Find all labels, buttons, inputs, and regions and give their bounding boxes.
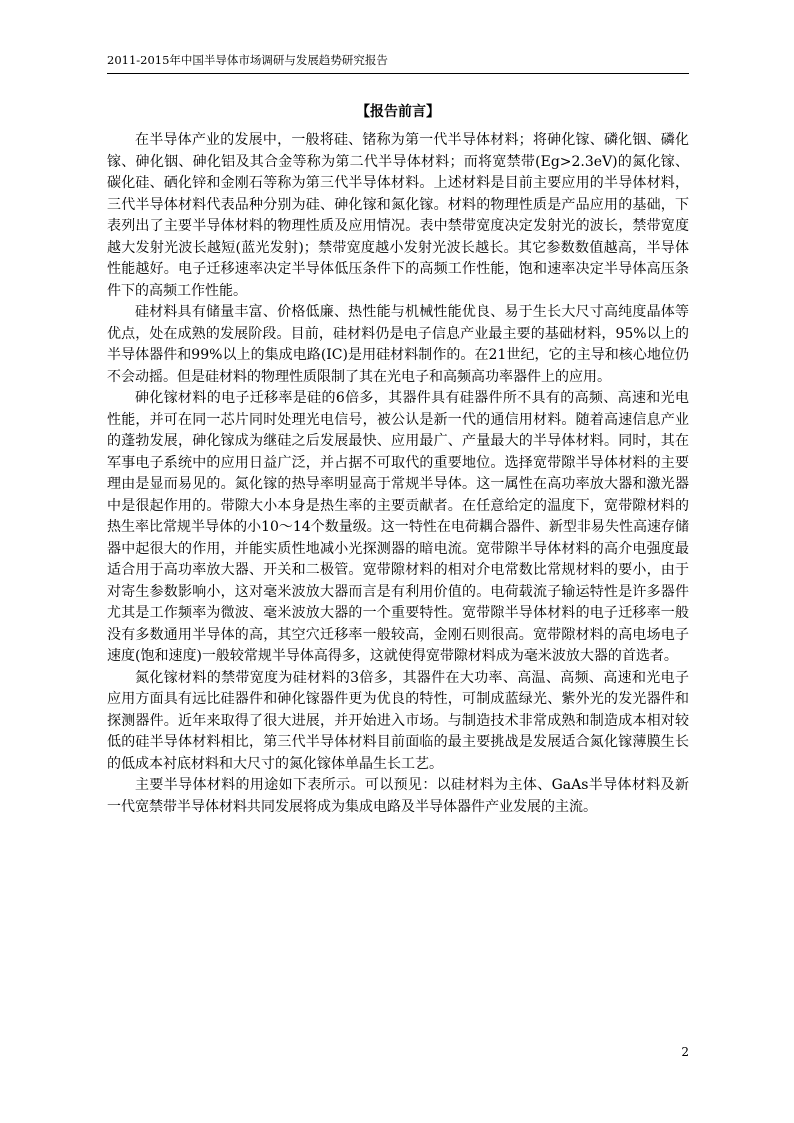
paragraph-4: 氮化镓材料的禁带宽度为硅材料的3倍多，其器件在大功率、高温、高频、高速和光电子应用方面具有远比硅器件和砷化镓器件更为优良的特性，可制成蓝绿光、紫外光的发光器件和探测器件。近年来取得了很大进展，并开始进入市场。与制造技术非常成熟和制造成本相对较低的硅半导体材料相比，第三代半导体材料目前面临的最主要挑战是发展适合氮化镓薄膜生长的低成本衬底材料和大尺寸的氮化镓体单晶生长工艺。: [107, 669, 689, 772]
header-divider: [107, 73, 689, 74]
paragraph-2: 硅材料具有储量丰富、价格低廉、热性能与机械性能优良、易于生长大尺寸高纯度晶体等优点，处在成熟的发展阶段。目前，硅材料仍是电子信息产业最主要的基础材料，95%以上的半导体器件和99%以上的集成电路(IC)是用硅材料制作的。在21世纪，它的主导和核心地位仍不会动摇。但是硅材料的物理性质限制了其在光电子和高频高功率器件上的应用。: [107, 304, 689, 385]
page-header-title: 2011-2015年中国半导体市场调研与发展趋势研究报告: [107, 53, 388, 67]
paragraph-5: 主要半导体材料的用途如下表所示。可以预见：以硅材料为主体、GaAs半导体材料及新一代宽禁带半导体材料共同发展将成为集成电路及半导体器件产业发展的主流。: [107, 777, 689, 815]
paragraph-1: 在半导体产业的发展中，一般将硅、锗称为第一代半导体材料；将砷化镓、磷化铟、磷化镓、砷化铟、砷化铝及其合金等称为第二代半导体材料；而将宽禁带(Eg>2.3eV)的氮化镓、碳化硅、硒化锌和金刚石等称为第三代半导体材料。上述材料是目前主要应用的半导体材料，三代半导体材料代表品种分别为硅、砷化镓和氮化镓。材料的物理性质是产品应用的基础，下表列出了主要半导体材料的物理性质及应用情况。表中禁带宽度决定发射光的波长，禁带宽度越大发射光波长越短(蓝光发射)；禁带宽度越小发射光波长越长。其它参数数值越高，半导体性能越好。电子迁移速率决定半导体低压条件下的高频工作性能，饱和速率决定半导体高压条件下的高频工作性能。: [107, 132, 689, 299]
paragraph-3: 砷化镓材料的电子迁移率是硅的6倍多，其器件具有硅器件所不具有的高频、高速和光电性能，并可在同一芯片同时处理光电信号，被公认是新一代的通信用材料。随着高速信息产业的蓬勃发展，砷化镓成为继硅之后发展最快、应用最广、产量最大的半导体材料。同时，其在军事电子系统中的应用日益广泛，并占据不可取代的重要地位。选择宽带隙半导体材料的主要理由是显而易见的。氮化镓的热导率明显高于常规半导体。这一属性在高功率放大器和激光器中是很起作用的。带隙大小本身是热生率的主要贡献者。在任意给定的温度下，宽带隙材料的热生率比常规半导体的小10～14个数量级。这一特性在电荷耦合器件、新型非易失性高速存储器中起很大的作用，并能实质性地减小光探测器的暗电流。宽带隙半导体材料的高介电强度最适合用于高功率放大器、开关和二极管。宽带隙材料的相对介电常数比常规材料的要小，由于对寄生参数影响小，这对毫米波放大器而言是有利用价值的。电荷载流子输运特性是许多器件尤其是工作频率为微波、毫米波放大器的一个重要特性。宽带隙半导体材料的电子迁移率一般没有多数通用半导体的高，其空穴迁移率一般较高，金刚石则很高。宽带隙材料的高电场电子速度(饱和速度)一般较常规半导体高得多，这就使得宽带隙材料成为毫米波放大器的首选者。: [107, 390, 689, 664]
body-text: [107, 130, 689, 818]
page-number: 2: [681, 1045, 689, 1059]
section-title: 【报告前言】: [356, 104, 440, 120]
